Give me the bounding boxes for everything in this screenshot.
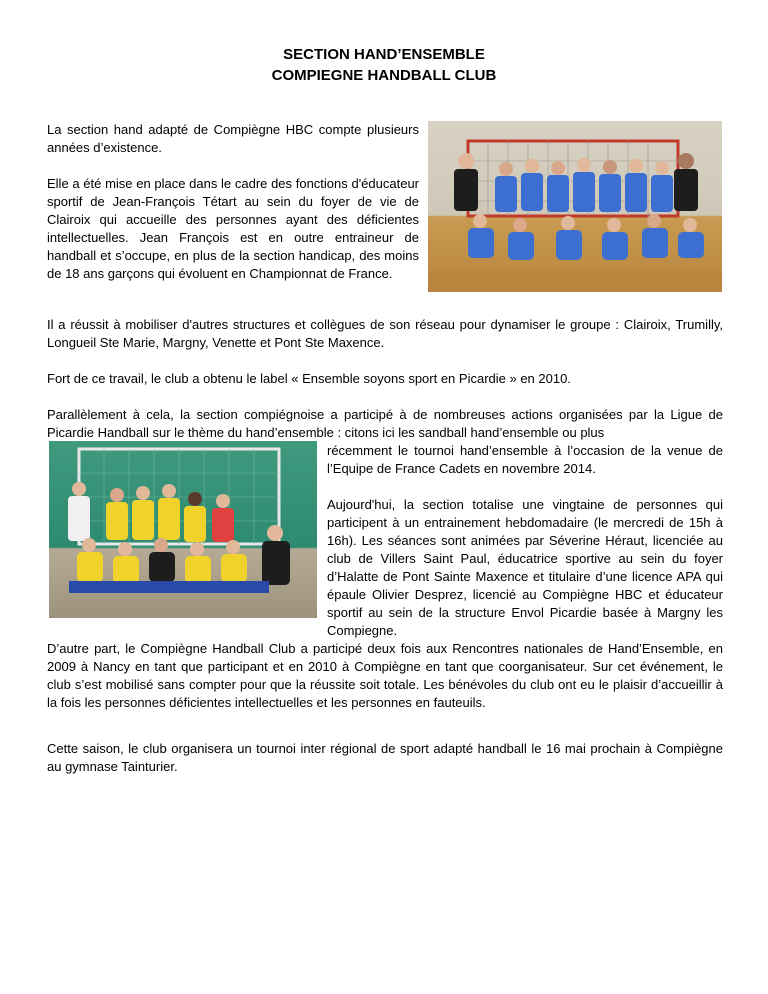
paragraph-actions: Parallèlement à cela, la section compiégnoise a participé à de nombreuses actions organisées par la Ligue de Picardie Handball sur le thème du hand’ensemble : citons ici les sandball hand’ensemble ou plus [47,407,723,440]
paragraph-tournament: Cette saison, le club organisera un tournoi inter régional de sport adapté handball le 16 mai prochain à Compiègne au gymnase Tainturier. [47,741,723,774]
paragraph-history: Elle a été mise en place dans le cadre des fonctions d'éducateur sportif de Jean-François Tétart au sein du foyer de vie de Clairoix qui accueille des personnes ayant des déficientes intellectuelles. Jean François est en outre entraineur de handball et s’occupe, en plus de la section handicap, des moins de 18 ans garçons qui évoluent en Championnat de France. [47,176,419,281]
paragraph-today: Aujourd'hui, la section totalise une vingtaine de personnes qui participent à un entrainement hebdomadaire (le mercredi de 15h à 16h). Les séances sont animées par Séverine Héraut, licenciée au club de Villers Saint Paul, éducatrice sportive au sein du foyer d’Halatte de Pont Sainte Maxence et titulaire d’une licence APA qui épaule Olivier Desprez, licencié au Compiègne HBC et éducateur sportif au sein de la structure Envol Picardie basée à Margny les Compiegne. [327,497,723,638]
title-line-1: SECTION HAND’ENSEMBLE [283,46,485,63]
paragraph-actions-continued: récemment le tournoi hand’ensemble à l’occasion de la venue de l’Equipe de France Cadets en novembre 2014. [327,443,723,476]
paragraph-rencontres: D’autre part, le Compiègne Handball Club a participé deux fois aux Rencontres nationales de Hand’Ensemble, en 2009 à Nancy en tant que participant et en 2010 à Compiègne en tant que coorganisateur. Sur cet événement, le club s’est mobilisé sans compter pour que la réussite soit totale. Les bénévoles du club ont eu le plaisir d’accueillir à la fois les personnes déficientes intellectuelles et les personnes en fauteuils. [47,641,723,710]
document-title [0,44,768,86]
paragraph-intro: La section hand adapté de Compiègne HBC compte plusieurs années d’existence. [47,122,419,155]
paragraph-label: Fort de ce travail, le club a obtenu le label « Ensemble soyons sport en Picardie » en 2010. [47,371,571,386]
title-line-2: COMPIEGNE HANDBALL CLUB [271,67,497,84]
team-photo-blue [428,121,722,292]
team-photo-yellow [49,441,317,618]
paragraph-network: Il a réussit à mobiliser d'autres structures et collègues de son réseau pour dynamiser le groupe : Clairoix, Trumilly, Longueil Ste Marie, Margny, Venette et Pont Ste Maxence. [47,317,723,350]
